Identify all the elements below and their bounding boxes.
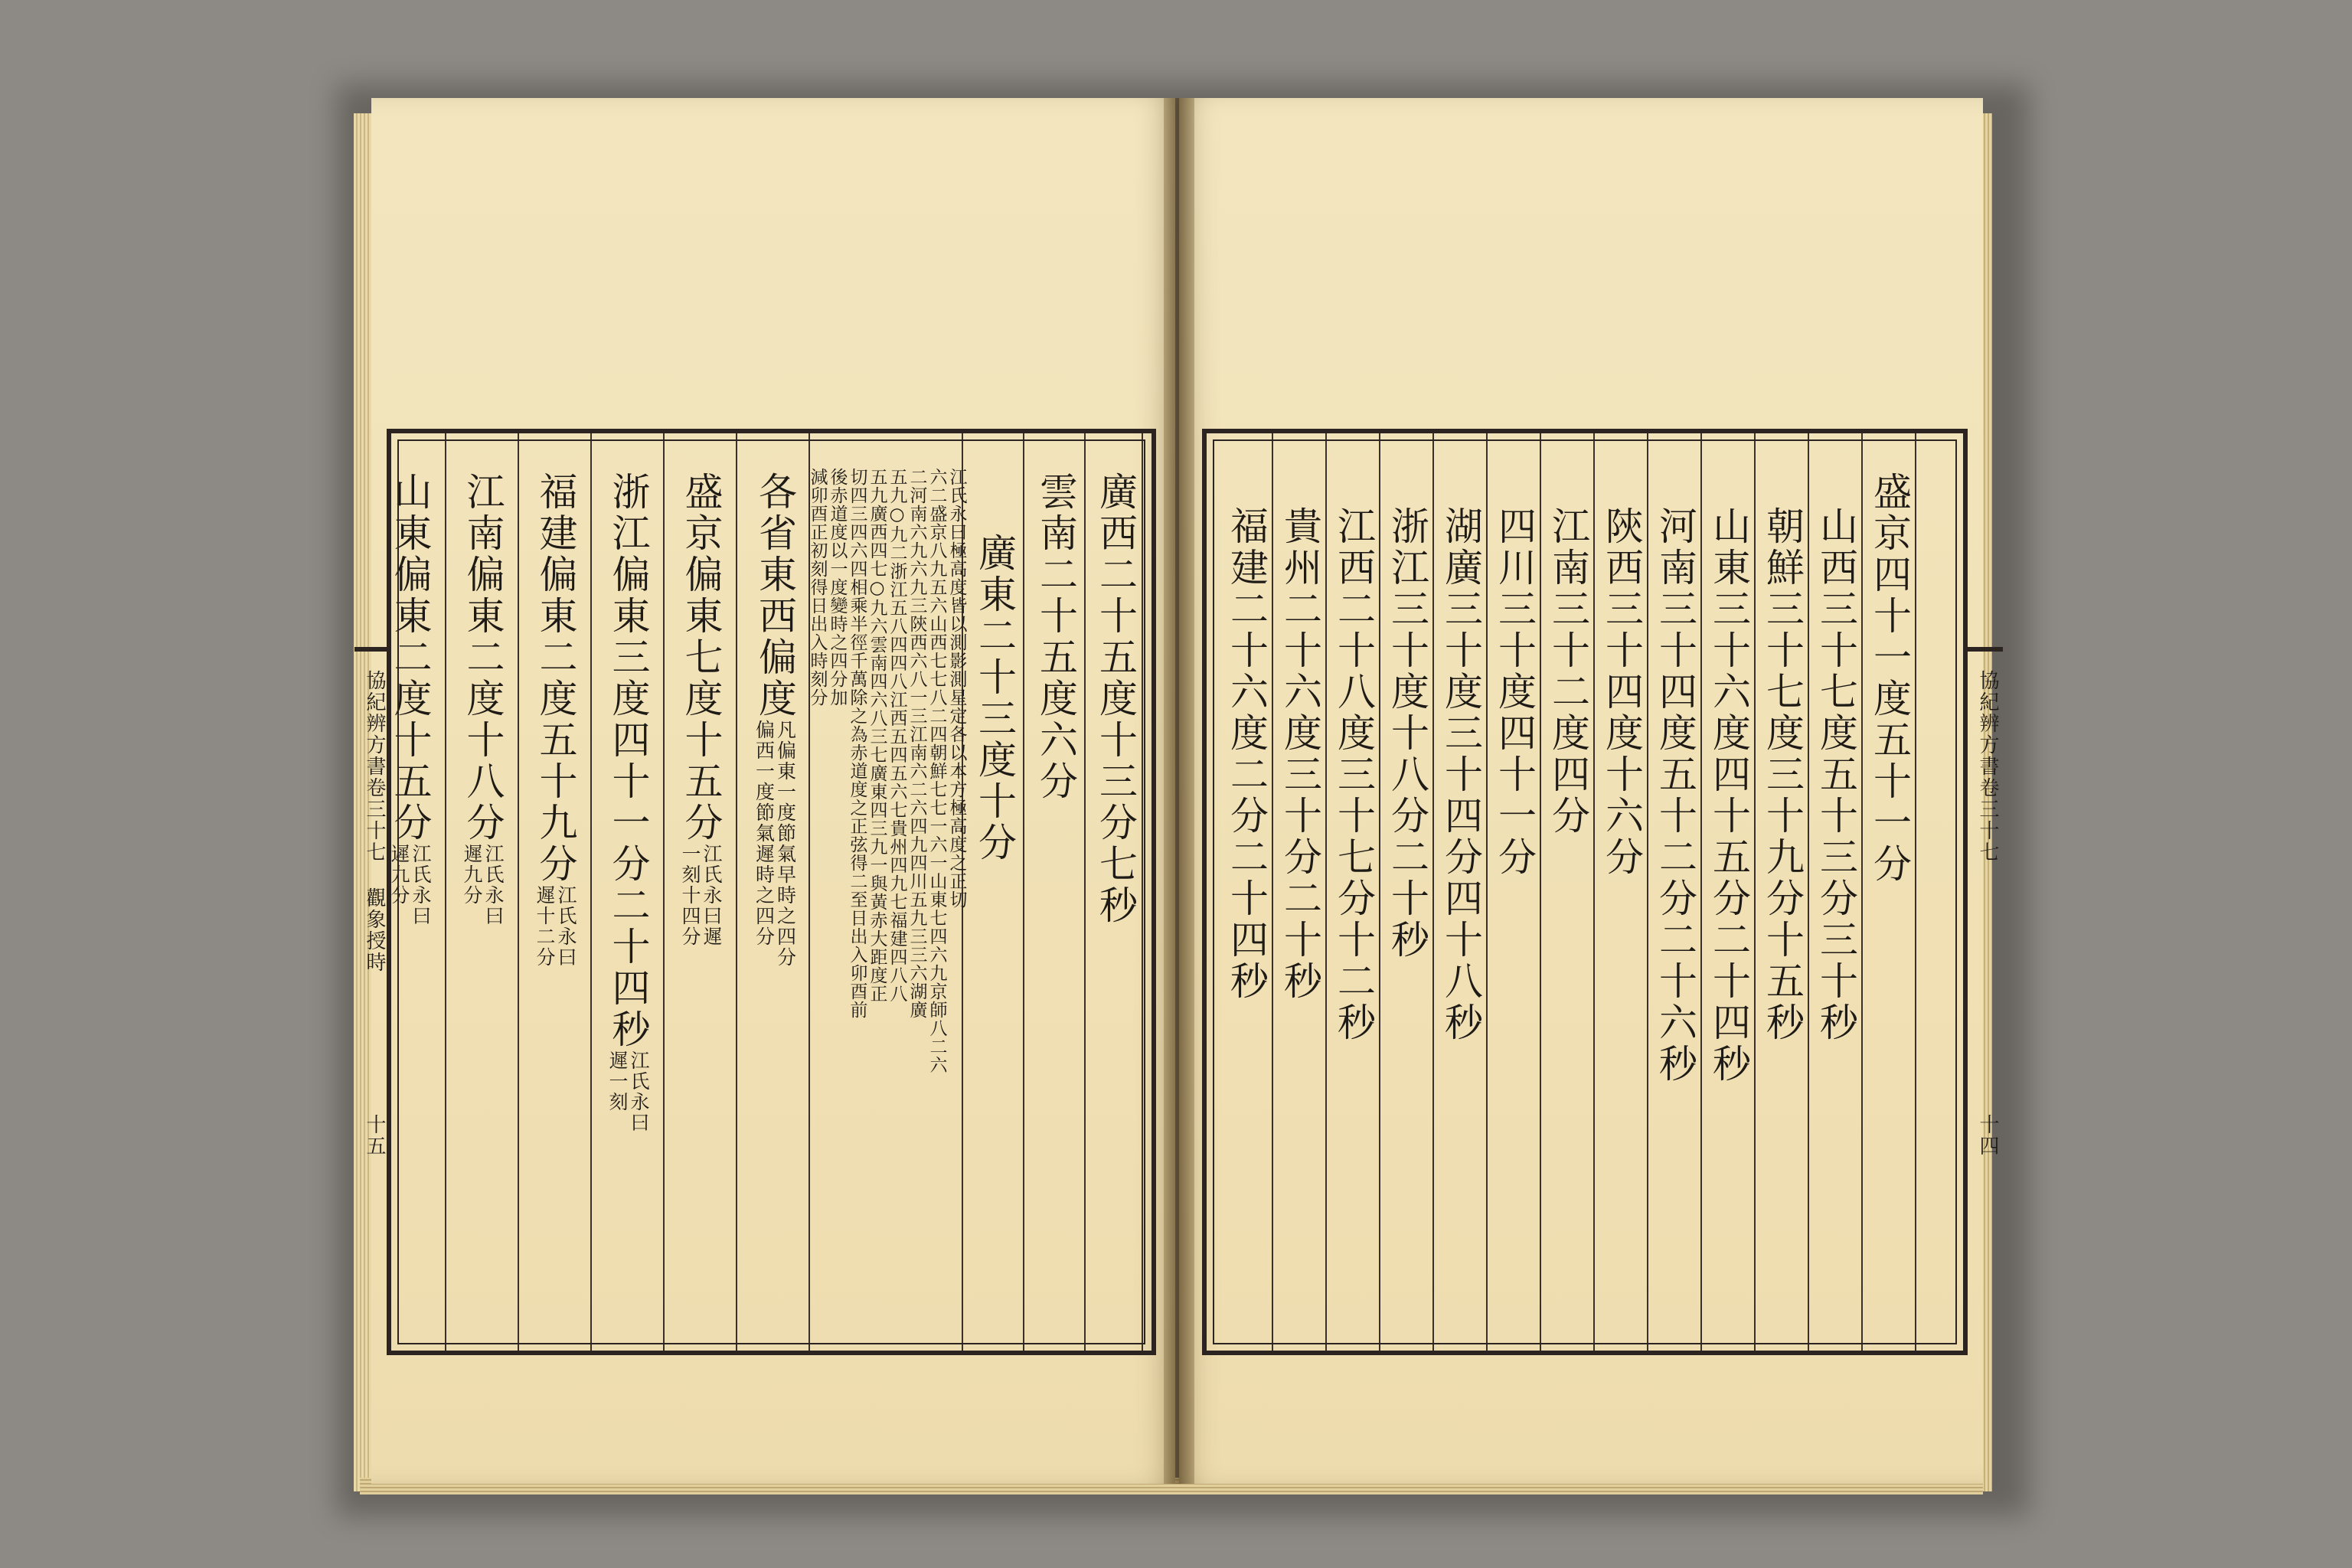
right-col-3 xyxy=(1758,506,1807,1044)
column-text: 廣西二十五度十三分七秒 xyxy=(1093,472,1138,926)
right-col-10 xyxy=(1383,506,1432,961)
right-col-1 xyxy=(1865,472,1914,885)
column-text: 江南三十二度四分 xyxy=(1546,506,1590,837)
column-text: 浙江偏東三度四十一分二十四秒 xyxy=(606,472,651,1050)
column-text: 河南三十四度五十二分二十六秒 xyxy=(1653,506,1697,1085)
column-text: 各省東西偏度 xyxy=(753,472,797,720)
column-note: 偏西一度節氣遲時之四分 xyxy=(753,720,776,947)
column-note: 遲九分 xyxy=(388,844,410,906)
column-text: 山東三十六度四十五分二十四秒 xyxy=(1707,506,1751,1085)
note-line: 五九○九二浙江五八四四八江西五四五六七貴州四九七福建四八八 xyxy=(887,468,907,1003)
column-note: 遲一刻 xyxy=(606,1050,629,1112)
right-col-7 xyxy=(1544,506,1592,837)
left-col-3 xyxy=(968,533,1021,864)
right-col-6 xyxy=(1597,506,1646,878)
column-text: 山西三十七度五十三分三十秒 xyxy=(1814,506,1858,1044)
right-col-13 xyxy=(1222,506,1271,1002)
left-col-2 xyxy=(1029,472,1083,802)
left-col-1 xyxy=(1092,472,1139,926)
column-text: 湖廣三十度三十四分四十八秒 xyxy=(1439,506,1483,1044)
column-text: 貴州二十六度三十分二十秒 xyxy=(1278,506,1322,1002)
column-note: 一刻十四分 xyxy=(679,844,701,947)
note-line: 二河南六九六九三陝西六八一三江南六二六四九四川五九三三六湖廣 xyxy=(906,468,927,1019)
bleed-through-text xyxy=(486,251,525,313)
left-text-frame xyxy=(387,429,1156,1355)
note-line: 江氏永曰極高度皆以測影測星定各以本方極高度之正切 xyxy=(946,468,967,909)
column-text: 雲南二十五度六分 xyxy=(1034,472,1078,802)
folio-number: 十五 xyxy=(363,1114,386,1157)
book-gutter xyxy=(1164,98,1194,1484)
note-line: 切四三四六四相乘半徑千萬除之為赤道度之正弦得二至日出入卯酉前 xyxy=(847,468,867,1019)
right-text-frame xyxy=(1202,429,1968,1355)
column-text: 盛京偏東七度十五分 xyxy=(678,472,724,844)
column-note: 江氏永曰 xyxy=(410,844,432,926)
note-line: 減卯酉正初刻得日出入時刻分 xyxy=(807,468,828,707)
left-col-5 xyxy=(743,472,806,968)
right-col-8 xyxy=(1490,506,1539,878)
column-note: 遲十二分 xyxy=(534,885,556,968)
right-col-4 xyxy=(1704,506,1753,1085)
column-text: 四川三十度四十一分 xyxy=(1492,506,1537,878)
column-text: 江西二十八度三十七分十二秒 xyxy=(1331,506,1376,1044)
left-banxin xyxy=(354,440,390,1344)
left-col-8 xyxy=(523,472,588,968)
right-banxin xyxy=(1968,440,2003,1344)
column-note: 江氏永曰 xyxy=(555,885,577,968)
column-text: 廣東二十三度十分 xyxy=(972,533,1017,864)
column-text: 福建偏東二度五十九分 xyxy=(533,472,578,885)
note-line: 五九廣西四七○九六雲南四六八三七廣東四三九一與黃赤大距度正 xyxy=(867,468,887,1003)
right-col-12 xyxy=(1276,506,1325,1002)
right-col-9 xyxy=(1436,506,1485,1044)
column-text: 福建二十六度二分二十四秒 xyxy=(1224,506,1269,1002)
right-col-11 xyxy=(1329,506,1378,1044)
column-note: 江氏永曰 xyxy=(628,1050,650,1133)
column-note: 江氏永曰 xyxy=(482,844,505,926)
column-note: 江氏永曰遲 xyxy=(701,844,723,947)
left-col-9 xyxy=(450,472,515,926)
column-text: 江南偏東二度十八分 xyxy=(460,472,505,844)
margin-title: 協紀辨方書卷三十七 觀象授時 xyxy=(363,670,386,973)
column-text: 浙江三十度十八分二十秒 xyxy=(1385,506,1429,961)
left-col-7 xyxy=(596,472,661,1133)
left-col-6 xyxy=(668,472,733,947)
right-col-5 xyxy=(1651,506,1700,1085)
right-col-2 xyxy=(1811,506,1860,1044)
column-text: 陝西三十四度十六分 xyxy=(1599,506,1644,878)
column-text: 盛京四十一度五十一分 xyxy=(1867,472,1912,885)
left-dense-note xyxy=(807,468,967,1074)
note-line: 後赤道度以一度變時之四分加 xyxy=(827,468,848,707)
column-text: 山東偏東二度十五分 xyxy=(387,472,433,844)
note-line: 六二盛京八九五六山西七七八二四朝鮮七七一六一山東七四六九京師八二六 xyxy=(926,468,947,1074)
column-note: 遲九分 xyxy=(461,844,483,906)
column-note: 凡偏東一度節氣早時之四分 xyxy=(774,720,797,968)
margin-title: 協紀辨方書卷三十七 xyxy=(1976,670,1999,863)
column-text: 朝鮮三十七度三十九分十五秒 xyxy=(1760,506,1805,1044)
folio-number: 十四 xyxy=(1976,1114,1999,1157)
